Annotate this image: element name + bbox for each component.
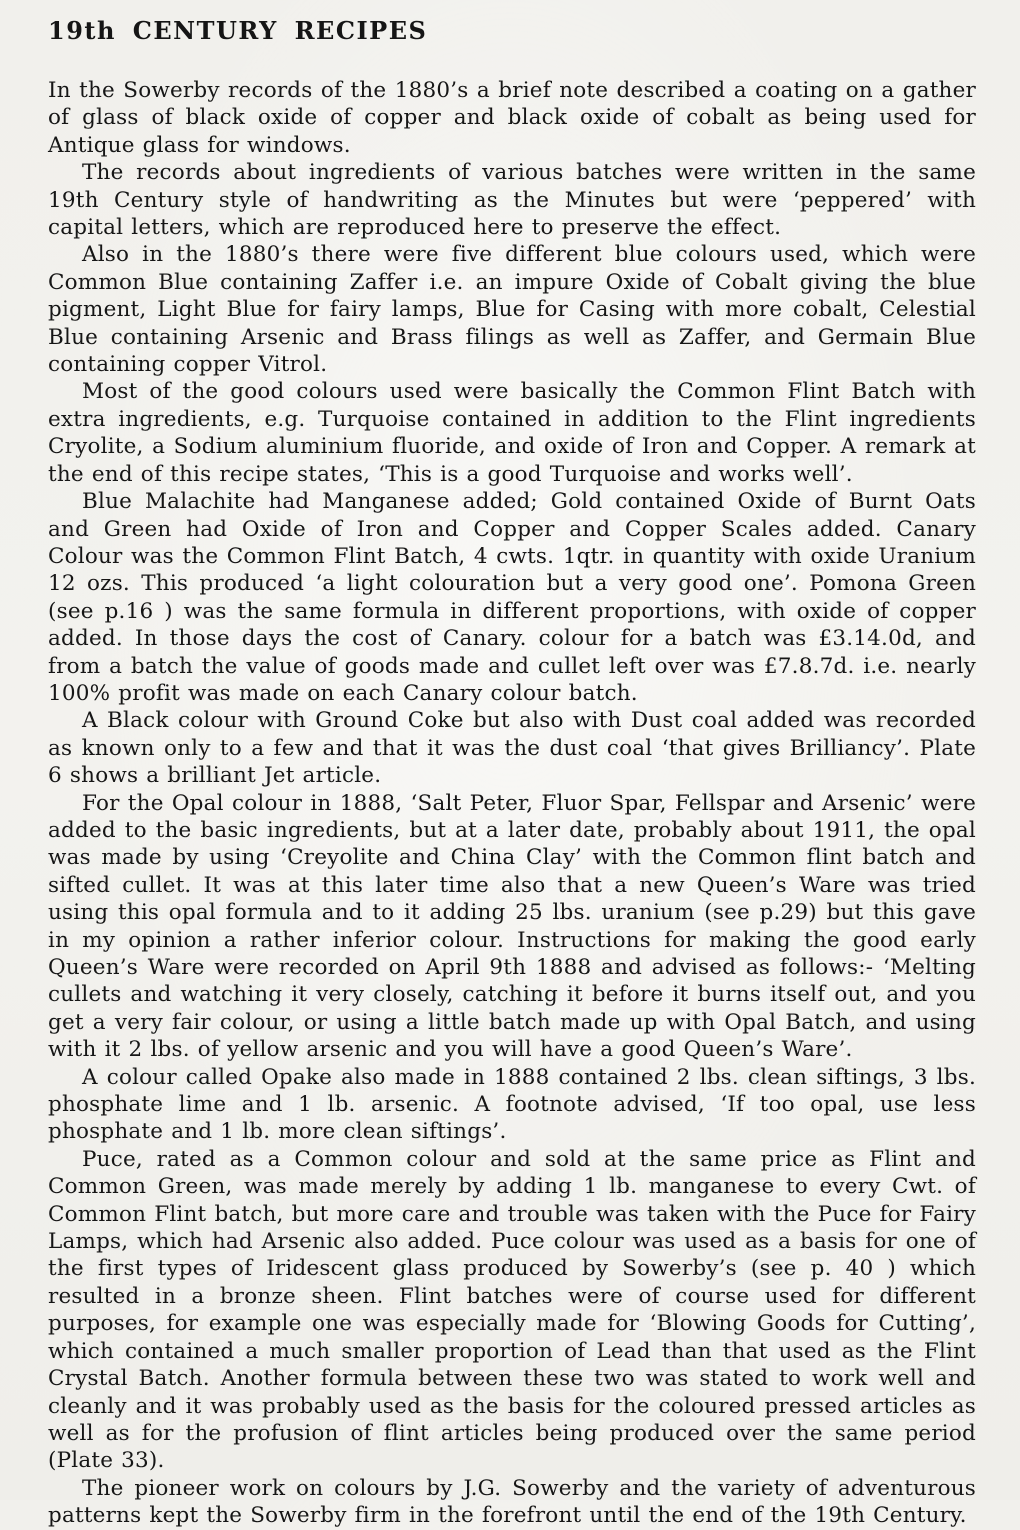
page-title: 19th CENTURY RECIPES: [48, 16, 428, 45]
paragraph: Most of the good colours used were basically the Common Flint Batch with extra ingredients, e.g. Turquoise contained in addition to the Flint ingredients Cryolite, a Sodium aluminium fluoride, and oxide of Iron and Copper. A remark at the end of this recipe states, ‘This is a good Turquoise and works well’.: [48, 379, 976, 487]
paragraph: A Black colour with Ground Coke but also with Dust coal added was recorded as known only to a few and that it was the dust coal ‘that gives Brilliancy’. Plate 6 shows a brilliant Jet article.: [48, 708, 976, 789]
paragraph: In the Sowerby records of the 1880’s a brief note described a coating on a gather of glass of black oxide of copper and black oxide of cobalt as being used for Antique glass for windows.: [48, 78, 976, 158]
paragraph: Also in the 1880’s there were five different blue colours used, which were Common Blue containing Zaffer i.e. an impure Oxide of Cobalt giving the blue pigment, Light Blue for fairy lamps, Blue for Casing with more cobalt, Celestial Blue containing Arsenic and Brass filings as well as Zaffer, and Germain Blue containing copper Vitrol.: [48, 242, 976, 378]
paragraph: The records about ingredients of various batches were written in the same 19th Century style of handwriting as the Minutes but were ‘peppered’ with capital letters, which are reproduced here to preserve the effect.: [48, 160, 976, 241]
paragraph: Puce, rated as a Common colour and sold at the same price as Flint and Common Green, was made merely by adding 1 lb. manganese to every Cwt. of Common Flint batch, but more care and trouble was taken with the Puce for Fairy Lamps, which had Arsenic also added. Puce colour was used as a basis for one of the first types of Iridescent glass produced by Sowerby’s (see p. 40 ) which resulted in a bronze sheen. Flint batches were of course used for different purposes, for example one was especially made for ‘Blowing Goods for Cutting’, which contained a much smaller proportion of Lead than that used as the Flint Crystal Batch. Another formula between these two was stated to work well and cleanly and it was probably used as the basis for the coloured pressed articles as well as for the profusion of flint articles being produced over the same period (Plate 33).: [48, 1146, 976, 1474]
page-body: [48, 77, 976, 1530]
paragraph: Blue Malachite had Manganese added; Gold contained Oxide of Burnt Oats and Green had Oxide of Iron and Copper and Copper Scales added. Canary Colour was the Common Flint Batch, 4 cwts. 1qtr. in quantity with oxide Uranium 12 ozs. This produced ‘a light colouration but a very good one’. Pomona Green (see p.16 ) was the same formula in different proportions, with oxide of copper added. In those days the cost of Canary. colour for a batch was £3.14.0d, and from a batch the value of goods made and cullet left over was £7.8.7d. i.e. nearly 100% profit was made on each Canary colour batch.: [48, 489, 976, 706]
paragraph: A colour called Opake also made in 1888 contained 2 lbs. clean siftings, 3 lbs. phosphate lime and 1 lb. arsenic. A footnote advised, ‘If too opal, use less phosphate and 1 lb. more clean siftings’.: [48, 1064, 976, 1145]
paragraph: For the Opal colour in 1888, ‘Salt Peter, Fluor Spar, Fellspar and Arsenic’ were added to the basic ingredients, but at a later date, probably about 1911, the opal was made by using ‘Creyolite and China Clay’ with the Common flint batch and sifted cullet. It was at this later time also that a new Queen’s Ware was tried using this opal formula and to it adding 25 lbs. uranium (see p.29) but this gave in my opinion a rather inferior colour. Instructions for making the good early Queen’s Ware were recorded on April 9th 1888 and advised as follows:- ‘Melting cullets and watching it very closely, catching it before it burns itself out, and you get a very fair colour, or using a little batch made up with Opal Batch, and using with it 2 lbs. of yellow arsenic and you will have a good Queen’s Ware’.: [48, 790, 976, 1063]
paragraph: The pioneer work on colours by J.G. Sowerby and the variety of adventurous patterns kept the Sowerby firm in the forefront until the end of the 19th Century.: [48, 1475, 976, 1529]
